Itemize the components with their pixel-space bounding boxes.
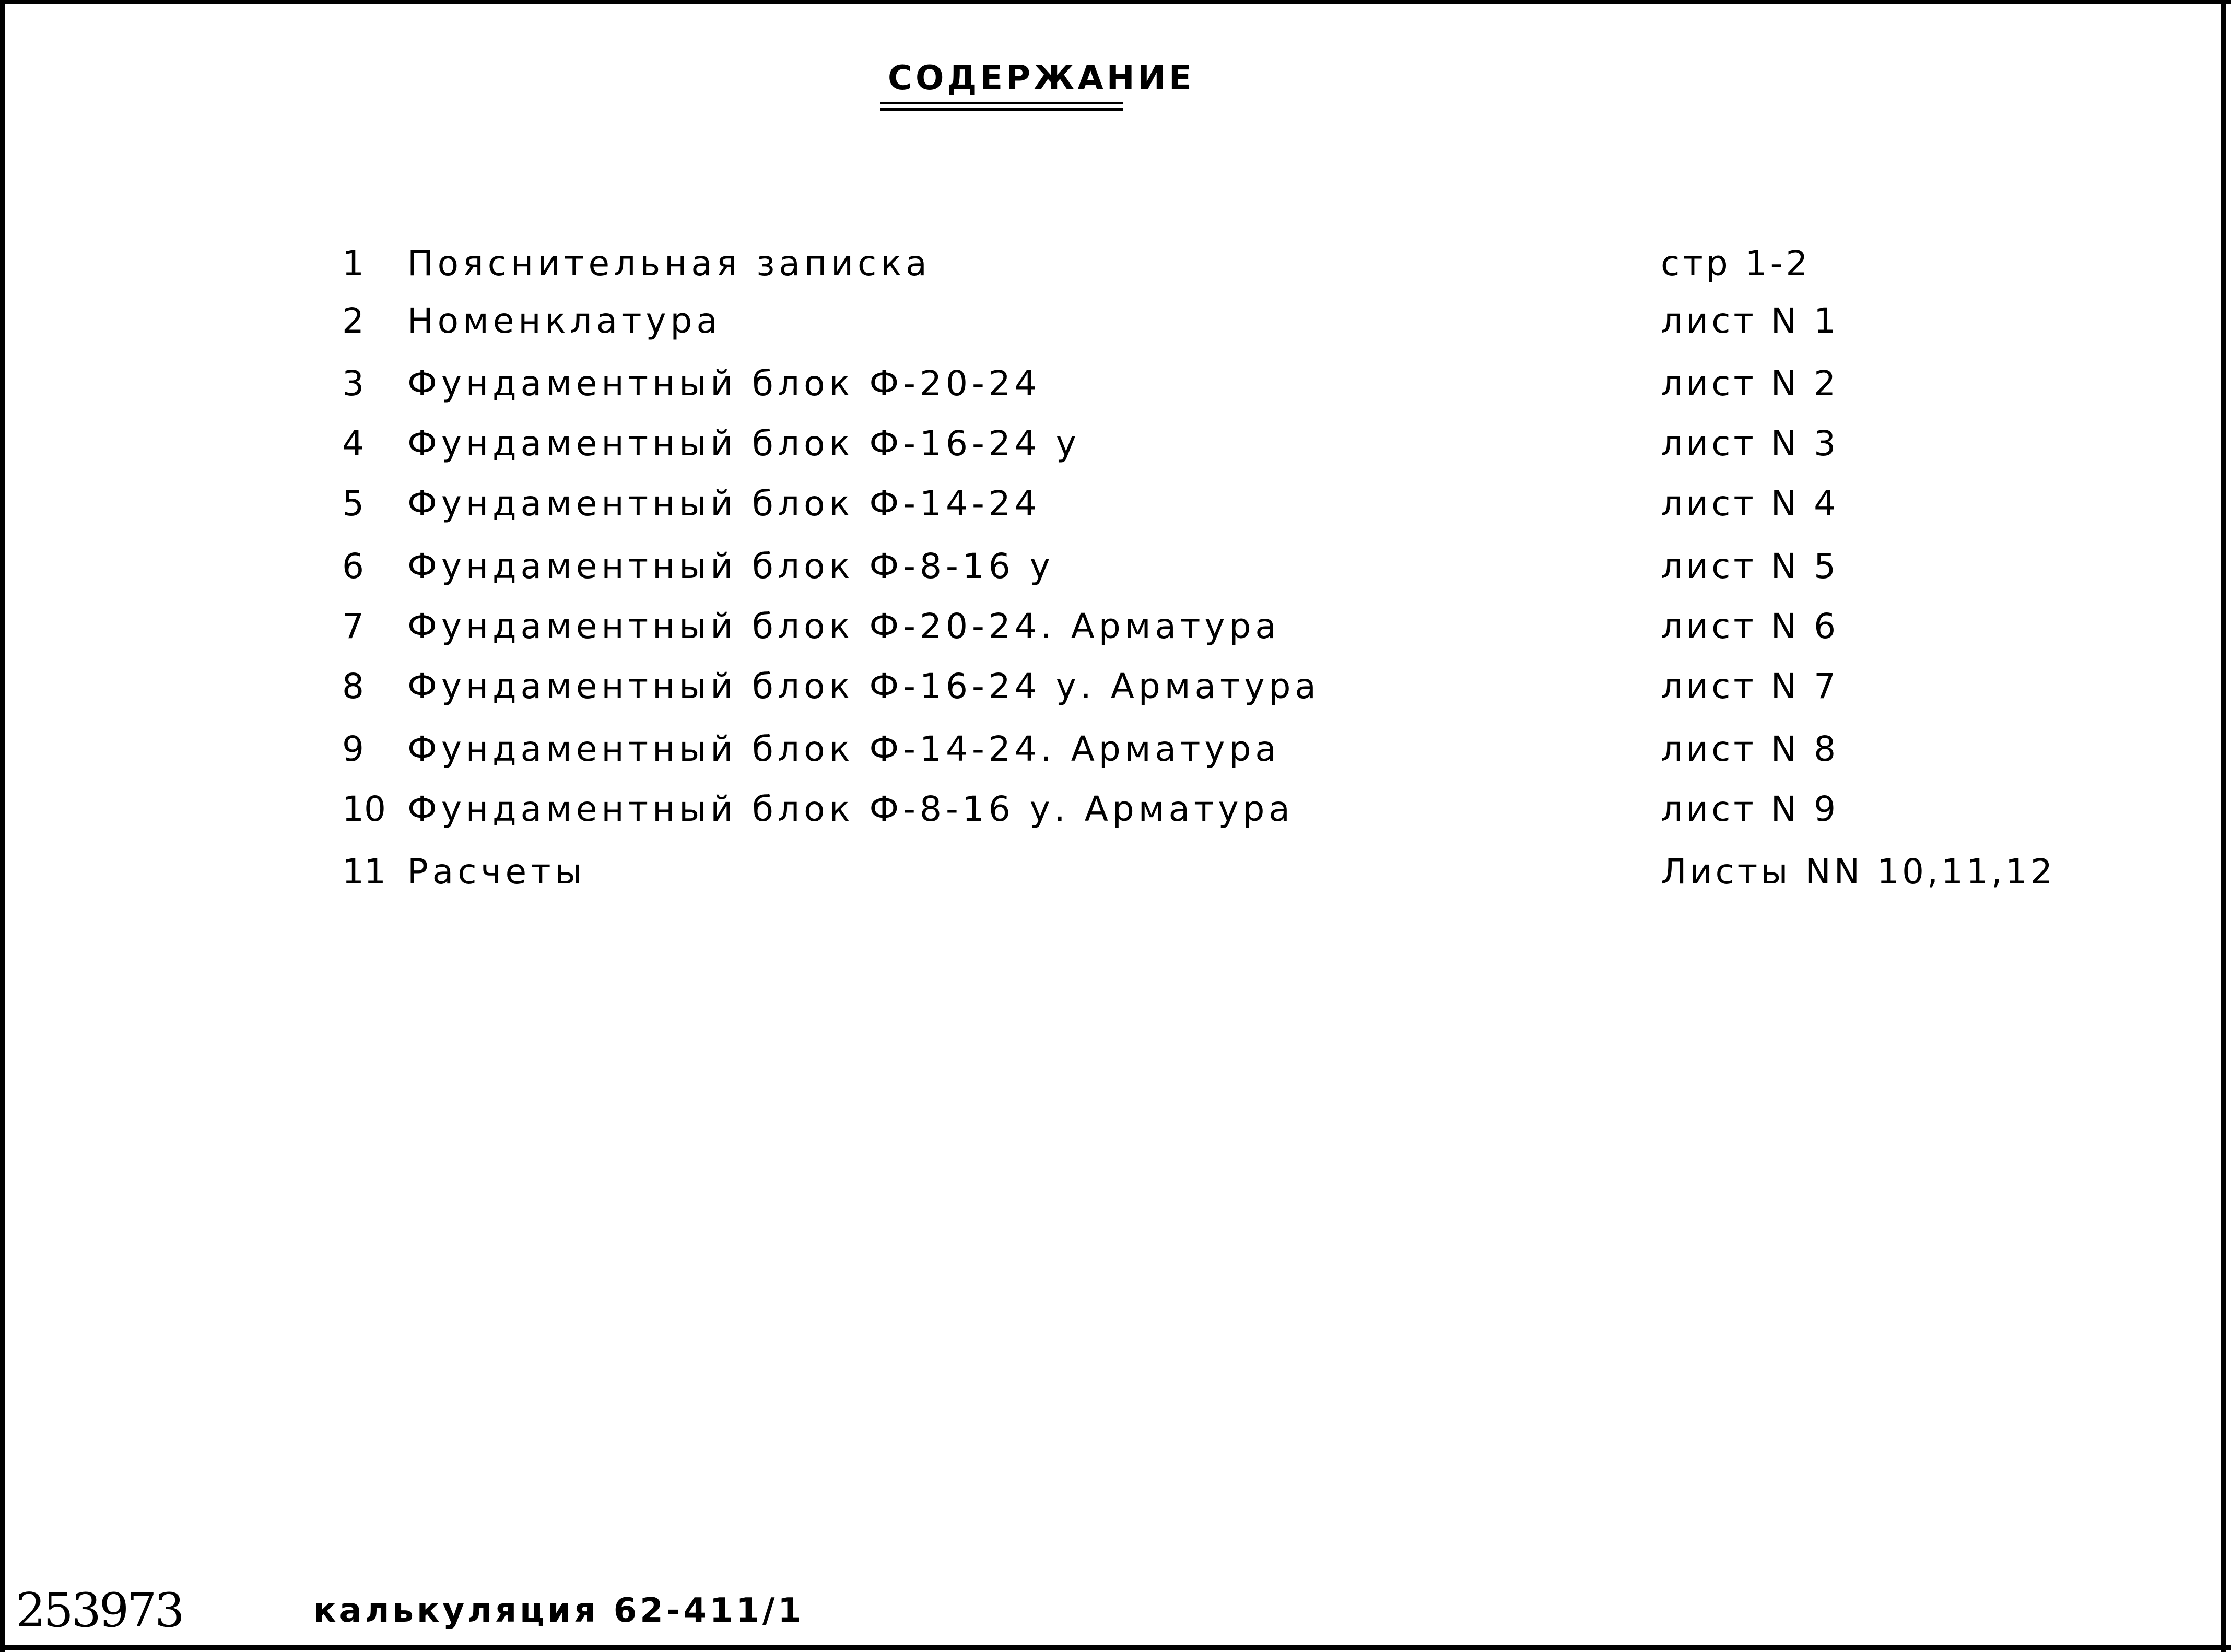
toc-row-reference: лист N 4 — [1661, 483, 1839, 524]
toc-row — [0, 235, 2231, 292]
toc-row-number: 10 — [342, 789, 386, 829]
toc-row-reference: лист N 2 — [1661, 363, 1839, 404]
toc-row-reference: лист N 3 — [1661, 423, 1839, 464]
toc-row-reference: лист N 1 — [1661, 301, 1839, 341]
title-underline — [880, 102, 1123, 104]
toc-row-number: 1 — [342, 243, 364, 284]
toc-row — [0, 355, 2231, 412]
toc-row — [0, 598, 2231, 655]
toc-row-title: Фундаментный блок Ф-8-16 у — [407, 546, 1054, 586]
toc-row — [0, 475, 2231, 533]
toc-row-reference: лист N 8 — [1661, 729, 1839, 769]
toc-row-title: Фундаментный блок Ф-20-24 — [407, 363, 1041, 404]
toc-row-number: 5 — [342, 483, 364, 524]
toc-row — [0, 538, 2231, 595]
toc-row-number: 2 — [342, 301, 364, 341]
toc-row-title: Фундаментный блок Ф-14-24 — [407, 483, 1041, 524]
toc-row-reference: лист N 9 — [1661, 789, 1839, 829]
document-number: 253973 — [16, 1583, 183, 1638]
toc-row-number: 4 — [342, 423, 364, 464]
frame-top-border — [0, 0, 2231, 4]
toc-row-reference: лист N 7 — [1661, 666, 1839, 706]
toc-row-number: 8 — [342, 666, 364, 706]
toc-row-title: Фундаментный блок Ф-20-24. Арматура — [407, 606, 1281, 646]
toc-row-number: 9 — [342, 729, 364, 769]
toc-row-title: Номенклатура — [407, 301, 722, 341]
toc-row-title: Пояснительная записка — [407, 243, 931, 284]
toc-row — [0, 721, 2231, 778]
toc-row — [0, 415, 2231, 473]
page-title: СОДЕРЖАНИЕ — [888, 59, 1195, 98]
toc-row-title: Расчеты — [407, 852, 586, 892]
toc-row-title: Фундаментный блок Ф-16-24 у. Арматура — [407, 666, 1320, 706]
toc-row-number: 6 — [342, 546, 364, 586]
toc-row — [0, 781, 2231, 838]
toc-row-number: 11 — [342, 852, 386, 892]
toc-row-reference: Листы NN 10,11,12 — [1661, 852, 2056, 892]
toc-row-title: Фундаментный блок Ф-8-16 у. Арматура — [407, 789, 1294, 829]
toc-row-reference: лист N 5 — [1661, 546, 1839, 586]
frame-bottom-border — [0, 1645, 2231, 1650]
toc-row-title: Фундаментный блок Ф-16-24 у — [407, 423, 1081, 464]
toc-row-title: Фундаментный блок Ф-14-24. Арматура — [407, 729, 1281, 769]
toc-row-reference: стр 1-2 — [1661, 243, 1811, 284]
toc-row-number: 7 — [342, 606, 364, 646]
toc-row — [0, 292, 2231, 350]
toc-row — [0, 843, 2231, 901]
toc-row-number: 3 — [342, 363, 364, 404]
toc-row — [0, 658, 2231, 715]
footer-label: калькуляция 62-411/1 — [313, 1591, 804, 1630]
title-underline — [880, 108, 1123, 111]
toc-row-reference: лист N 6 — [1661, 606, 1839, 646]
